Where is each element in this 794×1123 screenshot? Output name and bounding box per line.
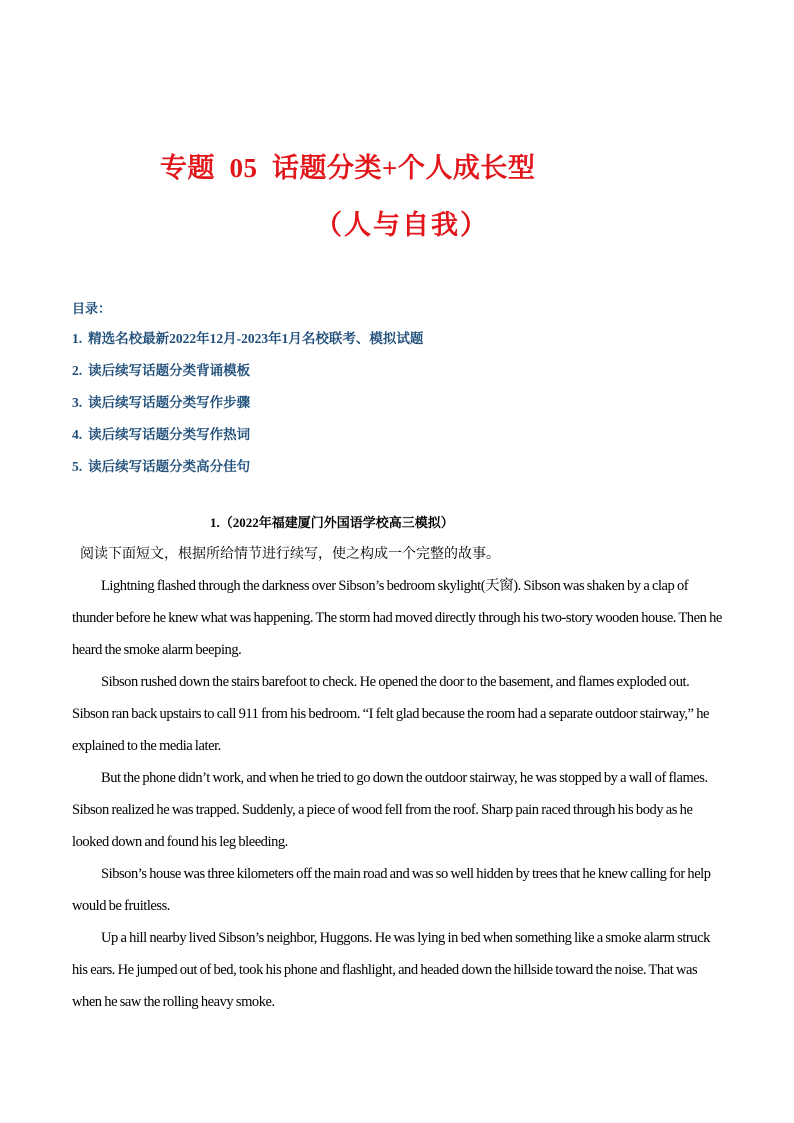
question-heading: 1.（2022年福建厦门外国语学校高三模拟） [210, 515, 454, 530]
toc-item-1 [72, 328, 423, 360]
passage-paragraph: Sibson’s house was three kilometers off the main road and was so well hidden by trees that he knew calling for help would be fruitless. [72, 866, 711, 914]
toc-item-4 [72, 424, 423, 456]
toc-item-3 [72, 392, 423, 424]
toc-item-text: 读后续写话题分类写作热词 [88, 427, 251, 442]
toc-heading: 目录： [72, 301, 112, 316]
passage-paragraph: Sibson rushed down the stairs barefoot to check. He opened the door to the basement, and flames exploded out. Sibson ran back upstairs to call 911 from his bedroom. “I felt glad because the room had a separate outdoor stairway,” he explained to the media later. [72, 674, 710, 754]
toc-item-number: 1. [72, 331, 83, 346]
toc-item-number: 2. [72, 363, 83, 378]
toc-item-text: 读后续写话题分类背诵模板 [88, 363, 251, 378]
passage-paragraph: But the phone didn’t work, and when he tried to go down the outdoor stairway, he was stopped by a wall of flames. Sibson realized he was trapped. Suddenly, a piece of wood fell from the roof. Sharp pain raced through his body as he looked down and found his leg bleeding. [72, 770, 708, 850]
toc-item-text: 读后续写话题分类高分佳句 [88, 459, 251, 474]
toc-item-5 [72, 456, 423, 488]
page-title: 专题 05 话题分类+个人成长型 [160, 153, 536, 183]
toc-item-number: 5. [72, 459, 83, 474]
passage-paragraph: Up a hill nearby lived Sibson’s neighbor, Huggons. He was lying in bed when something like a smoke alarm struck his ears. He jumped out of bed, took his phone and flashlight, and headed down the hillside toward the noise. That was when he saw the rolling heavy smoke. [72, 930, 710, 1010]
toc-item-text: 读后续写话题分类写作步骤 [88, 395, 251, 410]
toc-item-number: 3. [72, 395, 83, 410]
toc-item-2 [72, 360, 423, 392]
toc-item-number: 4. [72, 427, 83, 442]
table-of-contents [72, 328, 423, 488]
toc-item-text: 精选名校最新2022年12月-2023年1月名校联考、模拟试题 [88, 331, 424, 346]
passage-paragraph: Lightning flashed through the darkness over Sibson’s bedroom skylight(天窗). Sibson was shaken by a clap of thunder before he knew what was happening. The storm had moved directly through his two-story wooden house. Then he heard the smoke alarm beeping. [72, 578, 722, 658]
page-subtitle: （人与自我） [315, 210, 489, 240]
question-instruction: 阅读下面短文，根据所给情节进行续写，使之构成一个完整的故事。 [80, 547, 500, 562]
reading-passage [72, 570, 728, 1018]
